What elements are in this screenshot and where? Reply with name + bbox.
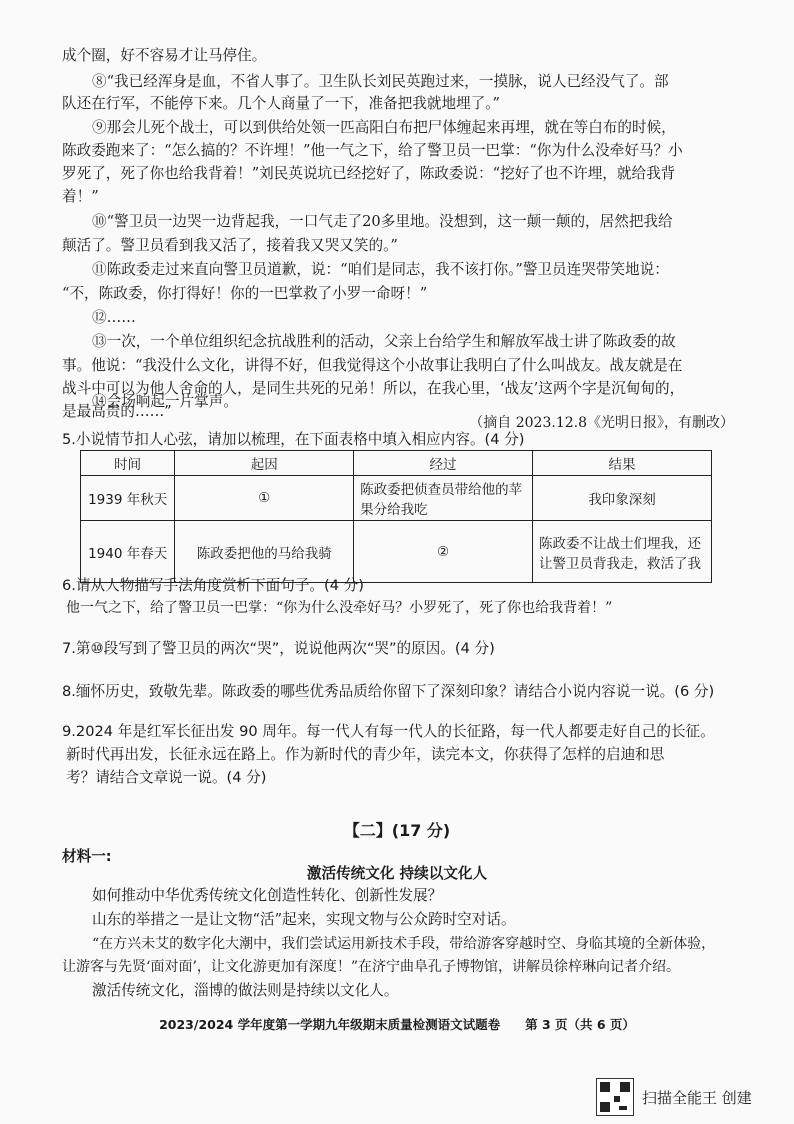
story-line: 事。他说：“我没什么文化，讲得不好，但我觉得这个小故事让我明白了什么叫战友。战友就是在	[62, 357, 683, 374]
story-line: ⑨那会儿死个战士，可以到供给处领一匹高阳白布把尸体缠起来再埋，就在等白布的时候，	[92, 119, 676, 136]
plot-table	[80, 450, 712, 583]
article-line: 激活传统文化，淄博的做法则是持续以文化人。	[92, 982, 399, 999]
story-line: 罗死了，死了你也给我背着！”刘民英说坑已经挖好了，陈政委说：“挖好了也不许埋，就给我背	[62, 165, 676, 182]
article-line: 如何推动中华优秀传统文化创造性转化、创新性发展？	[92, 887, 443, 904]
story-line: 着！”	[62, 188, 99, 205]
table-cell: 陈政委把侦查员带给他的苹果分给我吃	[354, 476, 533, 521]
table-header: 起因	[175, 451, 354, 476]
table-header: 经过	[354, 451, 533, 476]
article-line: 山东的举措之一是让文物“活”起来，实现文物与公众跨时空对话。	[92, 911, 516, 928]
question-8: 8.缅怀历史，致敬先辈。陈政委的哪些优秀品质给你留下了深刻印象？请结合小说内容说一说。(6 分)	[62, 683, 715, 700]
qr-code-icon	[596, 1078, 634, 1116]
question-5: 5.小说情节扣人心弦，请加以梳理，在下面表格中填入相应内容。(4 分)	[62, 431, 525, 448]
story-line: 是最高贵的……”	[62, 403, 172, 420]
watermark-text: 扫描全能王 创建	[642, 1088, 752, 1107]
question-7: 7.第⑩段写到了警卫员的两次“哭”，说说他两次“哭”的原因。(4 分)	[62, 640, 495, 657]
table-cell: 陈政委不让战士们埋我，还让警卫员背我走，救活了我	[532, 521, 711, 583]
table-header: 结果	[532, 451, 711, 476]
story-line: ⑪陈政委走过来直向警卫员道歉，说：“咱们是同志，我不该打你。”警卫员连哭带笑地说：	[92, 261, 669, 278]
section-title: 【二】(17 分)	[343, 821, 451, 840]
story-line: ⑩“警卫员一边哭一边背起我，一口气走了20多里地。没想到，这一颠一颠的，居然把我给	[92, 213, 673, 230]
table-cell: 我印象深刻	[532, 476, 711, 521]
article-line: “在方兴未艾的数字化大潮中，我们尝试运用新技术手段，带给游客穿越时空、身临其境的全新体验，	[92, 936, 716, 952]
table-cell: ②	[354, 521, 533, 583]
table-cell: ①	[175, 476, 354, 521]
story-line: 成个圈，好不容易才让马停住。	[62, 47, 267, 64]
material-label: 材料一:	[62, 848, 112, 865]
story-line: 陈政委跑来了：“怎么搞的？不许埋！”他一气之下，给了警卫员一巴掌：“你为什么没牵好马？小	[62, 142, 683, 159]
table-cell: 1940 年春天	[81, 521, 175, 583]
table-cell: 1939 年秋天	[81, 476, 175, 521]
story-line-last: ⑭会场响起一片掌声。	[92, 393, 238, 410]
question-6: 6.请从人物描写手法角度赏析下面句子。(4 分)	[62, 577, 364, 594]
story-line: 队还在行军，不能停下来。几个人商量了一下，准备把我就地埋了。”	[62, 95, 500, 112]
question-9-line: 新时代再出发，长征永远在路上。作为新时代的青少年，读完本文，你获得了怎样的启迪和思	[66, 746, 665, 763]
story-line: 颠活了。警卫员看到我又活了，接着我又哭又笑的。”	[62, 237, 398, 254]
page-footer: 2023/2024 学年度第一学期九年级期末质量检测语文试题卷 第 3 页（共 6 页）	[159, 1017, 635, 1032]
story-line: ⑬一次，一个单位组织纪念抗战胜利的活动，父亲上台给学生和解放军战士讲了陈政委的故	[92, 333, 676, 350]
story-line: 战斗中可以为他人舍命的人，是同生共死的兄弟！所以，在我心里，‘战友’这两个字是沉甸甸的，	[62, 380, 685, 397]
table-header: 时间	[81, 451, 175, 476]
story-line: ⑧“我已经浑身是血，不省人事了。卫生队长刘民英跑过来，一摸脉，说人已经没气了。部	[92, 73, 669, 90]
question-9-line: 考？请结合文章说一说。(4 分)	[66, 769, 267, 786]
article-title: 激活传统文化 持续以文化人	[306, 865, 488, 882]
article-line: 让游客与先贤‘面对面’，让文化游更加有深度！”在济宁曲阜孔子博物馆，讲解员徐梓琳向记者介绍。	[62, 959, 681, 975]
table-cell: 陈政委把他的马给我骑	[175, 521, 354, 583]
story-line: ⑫……	[92, 309, 136, 326]
table-row	[81, 476, 712, 521]
table-header-row	[81, 451, 712, 476]
table-row	[81, 521, 712, 583]
question-9: 9.2024 年是红军长征出发 90 周年。每一代人有每一代人的长征路，每一代人都要走好自己的长征。	[62, 723, 715, 740]
source-citation: （摘自 2023.12.8《光明日报》，有删改）	[469, 415, 734, 431]
scanner-watermark	[596, 1078, 752, 1116]
story-line: “不，陈政委，你打得好！你的一巴掌救了小罗一命呀！”	[62, 285, 428, 302]
question-6-quote: 他一气之下，给了警卫员一巴掌：“你为什么没牵好马？小罗死了，死了你也给我背着！”	[66, 600, 613, 616]
